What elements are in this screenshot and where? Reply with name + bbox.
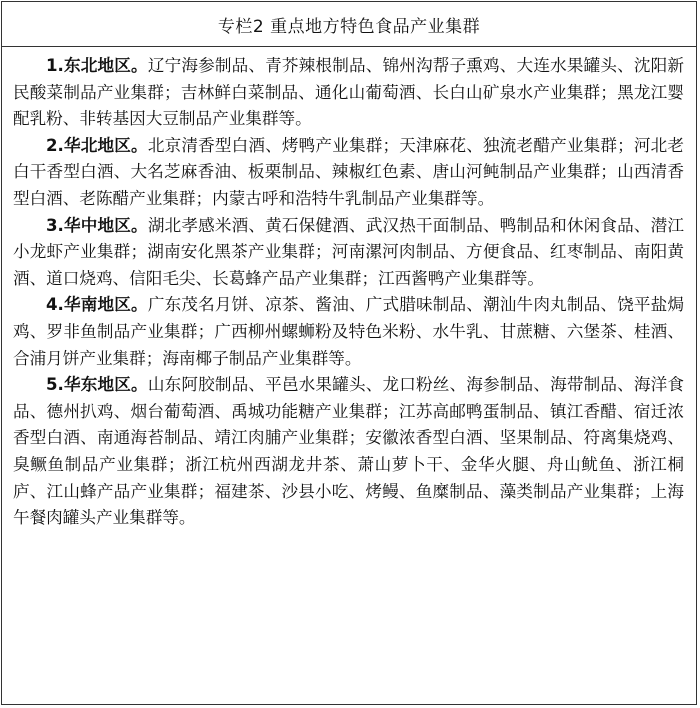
region-text: 湖北孝感米酒、黄石保健酒、武汉热干面制品、鸭制品和休闲食品、潜江小龙虾产业集群；湖南安化黑茶产业集群；河南漯河肉制品、方便食品、红枣制品、南阳黄酒、道口烧鸡、信阳毛尖、长葛蜂产品产业集群；江西酱鸭产业集群等。	[13, 215, 684, 288]
region-text: 辽宁海参制品、青芥辣根制品、锦州沟帮子熏鸡、大连水果罐头、沈阳新民酸菜制品产业集群；吉林鲜白菜制品、通化山葡萄酒、长白山矿泉水产业集群；黑龙江婴配乳粉、非转基因大豆制品产业集群等。	[13, 56, 684, 129]
region-heading: 3.华中地区。	[46, 215, 148, 235]
region-heading: 5.华东地区。	[46, 375, 148, 395]
region-text: 北京清香型白酒、烤鸭产业集群；天津麻花、独流老醋产业集群；河北老白干香型白酒、大名芝麻香油、板栗制品、辣椒红色素、唐山河鲀制品产业集群；山西清香型白酒、老陈醋产业集群；内蒙古呼和浩特牛乳制品产业集群等。	[13, 135, 684, 208]
section-east	[13, 372, 684, 532]
region-heading: 4.华南地区。	[46, 295, 148, 315]
region-heading: 1.东北地区。	[46, 56, 148, 75]
box-title	[2, 2, 696, 47]
box-content	[2, 47, 696, 532]
section-north	[13, 133, 684, 213]
feature-box	[1, 1, 697, 705]
region-text: 山东阿胶制品、平邑水果罐头、龙口粉丝、海参制品、海带制品、海洋食品、德州扒鸡、烟台葡萄酒、禹城功能糖产业集群；江苏高邮鸭蛋制品、镇江香醋、宿迁浓香型白酒、南通海苔制品、靖江肉脯产业集群；安徽浓香型白酒、坚果制品、符离集烧鸡、臭鳜鱼制品产业集群；浙江杭州西湖龙井茶、萧山萝卜干、金华火腿、舟山鱿鱼、浙江桐庐、江山蜂产品产业集群；福建茶、沙县小吃、烤鳗、鱼糜制品、藻类制品产业集群；上海午餐肉罐头产业集群等。	[13, 375, 684, 528]
section-northeast	[13, 53, 684, 133]
section-central	[13, 213, 684, 293]
region-text: 广东茂名月饼、凉茶、酱油、广式腊味制品、潮汕牛肉丸制品、饶平盐焗鸡、罗非鱼制品产业集群；广西柳州螺蛳粉及特色米粉、水牛乳、甘蔗糖、六堡茶、桂酒、合浦月饼产业集群；海南椰子制品产业集群等。	[13, 295, 684, 368]
box-title-text: 专栏2 重点地方特色食品产业集群	[217, 16, 481, 37]
region-heading: 2.华北地区。	[46, 135, 148, 155]
section-south	[13, 292, 684, 372]
